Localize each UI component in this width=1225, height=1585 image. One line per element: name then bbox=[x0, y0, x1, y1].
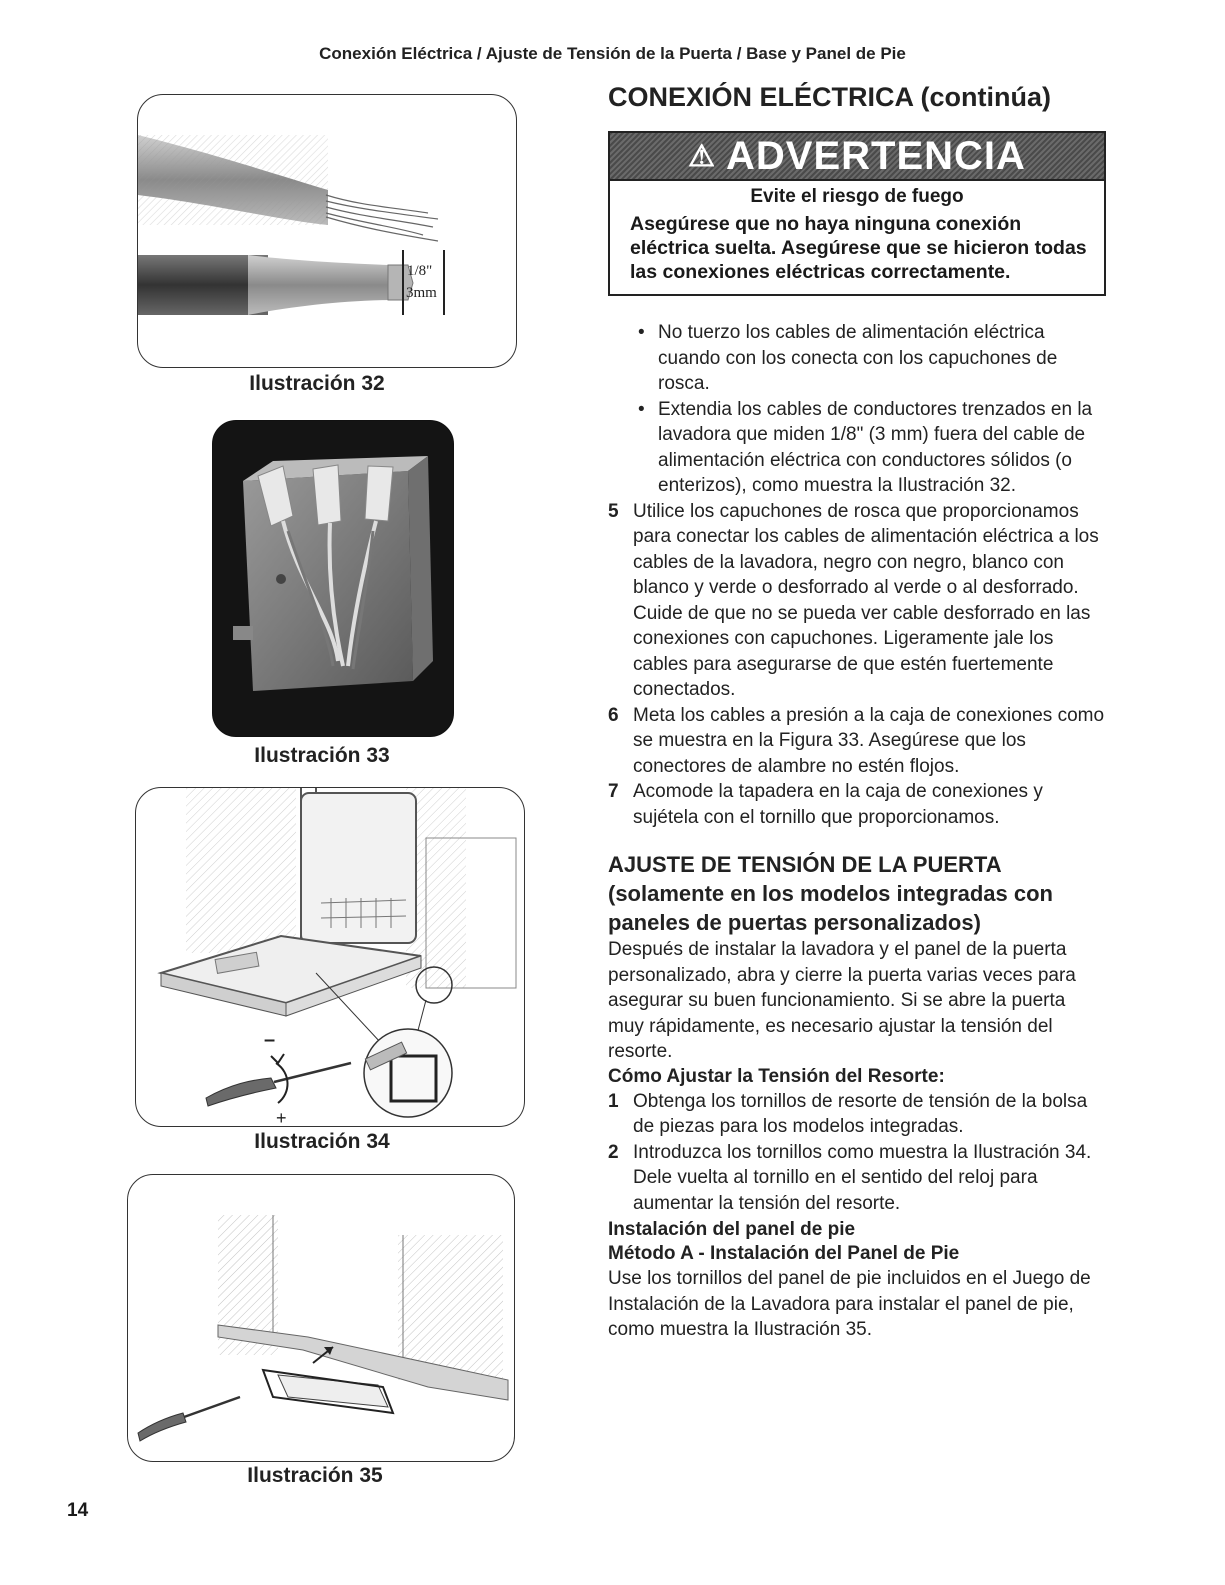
figure-34-door-tension-illustration bbox=[135, 787, 525, 1127]
step-number: 2 bbox=[608, 1141, 619, 1163]
method-a-heading: Método A - Instalación del Panel de Pie bbox=[608, 1243, 960, 1264]
step-number: 6 bbox=[608, 704, 619, 726]
bullet-item: • No tuerzo los cables de alimentación eléctrica cuando con los conecta con los capuchones de rosca. bbox=[608, 320, 1106, 397]
step-number: 1 bbox=[608, 1090, 619, 1112]
bullet-item: • Extendia los cables de conductores trenzados en la lavadora que miden 1/8" (3 mm) fuera del cable de alimentación eléctrica con conductores sólidos (o enterizos), como muestra la Ilustración 32. bbox=[608, 397, 1106, 499]
wire-length-inch-label: 1/8" bbox=[407, 263, 433, 279]
warning-subtitle: Evite el riesgo de fuego bbox=[750, 186, 964, 207]
step-item bbox=[608, 703, 1106, 780]
page-number: 14 bbox=[67, 1500, 89, 1521]
figure-33-junction-box-photo bbox=[212, 420, 454, 737]
figure-35-toe-panel-illustration bbox=[127, 1174, 515, 1462]
section-toe-panel bbox=[608, 1218, 1106, 1343]
spring-tension-subheading: Cómo Ajustar la Tensión del Resorte: bbox=[608, 1065, 945, 1087]
page-header: Conexión Eléctrica / Ajuste de Tensión de la Puerta / Base y Panel de Pie bbox=[319, 44, 906, 63]
step-item bbox=[608, 779, 1106, 830]
warning-banner-label: ADVERTENCIA bbox=[726, 133, 1026, 178]
step-text: Obtenga los tornillos de resorte de tensión de la bolsa de piezas para los modelos integradas. bbox=[633, 1090, 1088, 1137]
step-item bbox=[608, 1140, 1106, 1217]
figure-33-caption: Ilustración 33 bbox=[254, 744, 390, 767]
wire-length-mm-label: 3mm bbox=[406, 285, 437, 301]
figure-32-caption: Ilustración 32 bbox=[249, 372, 385, 395]
warning-banner bbox=[610, 133, 1104, 181]
toe-panel-heading: Instalación del panel de pie bbox=[608, 1219, 856, 1240]
section-electrical-connection bbox=[608, 82, 1106, 830]
figure-32-wire-illustration bbox=[137, 94, 517, 368]
section-title-door-tension: AJUSTE DE TENSIÓN DE LA PUERTA bbox=[608, 852, 1002, 877]
warning-box bbox=[608, 131, 1106, 296]
section-title-electrical: CONEXIÓN ELÉCTRICA (continúa) bbox=[608, 82, 1051, 112]
figure-35-caption: Ilustración 35 bbox=[247, 1464, 383, 1487]
step-text: Acomode la tapadera en la caja de conexiones y sujétela con el tornillo que proporcionamos. bbox=[633, 781, 1043, 828]
electrical-instructions bbox=[608, 320, 1106, 830]
warning-text: Asegúrese que no haya ninguna conexión eléctrica suelta. Asegúrese que se hicieron todas las conexiones eléctricas correctamente. bbox=[630, 213, 1087, 283]
door-tension-intro: Después de instalar la lavadora y el panel de la puerta personalizado, abra y cierre la puerta varias veces para asegurar su buen funcionamiento. Si se abre la puerta muy rápidamente, es necesario ajustar la tensión del resorte. bbox=[608, 939, 1076, 1062]
section-subtitle-door-tension: (solamente en los modelos integradas con paneles de puertas personalizados) bbox=[608, 881, 1053, 935]
step-text: Meta los cables a presión a la caja de conexiones como se muestra en la Figura 33. Asegúrese que los conectores de alambre no estén flojos. bbox=[633, 704, 1105, 777]
step-text: Utilice los capuchones de rosca que proporcionamos para conectar los cables de alimentación eléctrica a los cables de la lavadora, negro con negro, blanco con blanco y verde o desforrado al verde o al desforrado. Cuide de que no se pueda ver cable desforrado en las conexiones con capuchones. Ligeramente jale los cables para asegurarse de que estén fuertemente conectados. bbox=[633, 500, 1099, 700]
figure-34-caption: Ilustración 34 bbox=[254, 1130, 390, 1153]
tighten-plus-sign: + bbox=[276, 1108, 287, 1126]
toe-panel-text: Use los tornillos del panel de pie incluidos en el Juego de Instalación de la Lavadora para instalar el panel de pie, como muestra la Ilustración 35. bbox=[608, 1268, 1091, 1340]
step-number: 5 bbox=[608, 500, 619, 522]
loosen-minus-sign: – bbox=[264, 1029, 276, 1051]
step-item bbox=[608, 1089, 1106, 1140]
warning-triangle-icon: ⚠ bbox=[688, 139, 716, 173]
section-door-tension bbox=[608, 850, 1106, 1216]
step-text: Introduzca los tornillos como muestra la Ilustración 34. Dele vuelta al tornillo en el sentido del reloj para aumentar la tensión del resorte. bbox=[633, 1141, 1092, 1214]
step-item bbox=[608, 499, 1106, 703]
step-number: 7 bbox=[608, 781, 619, 802]
